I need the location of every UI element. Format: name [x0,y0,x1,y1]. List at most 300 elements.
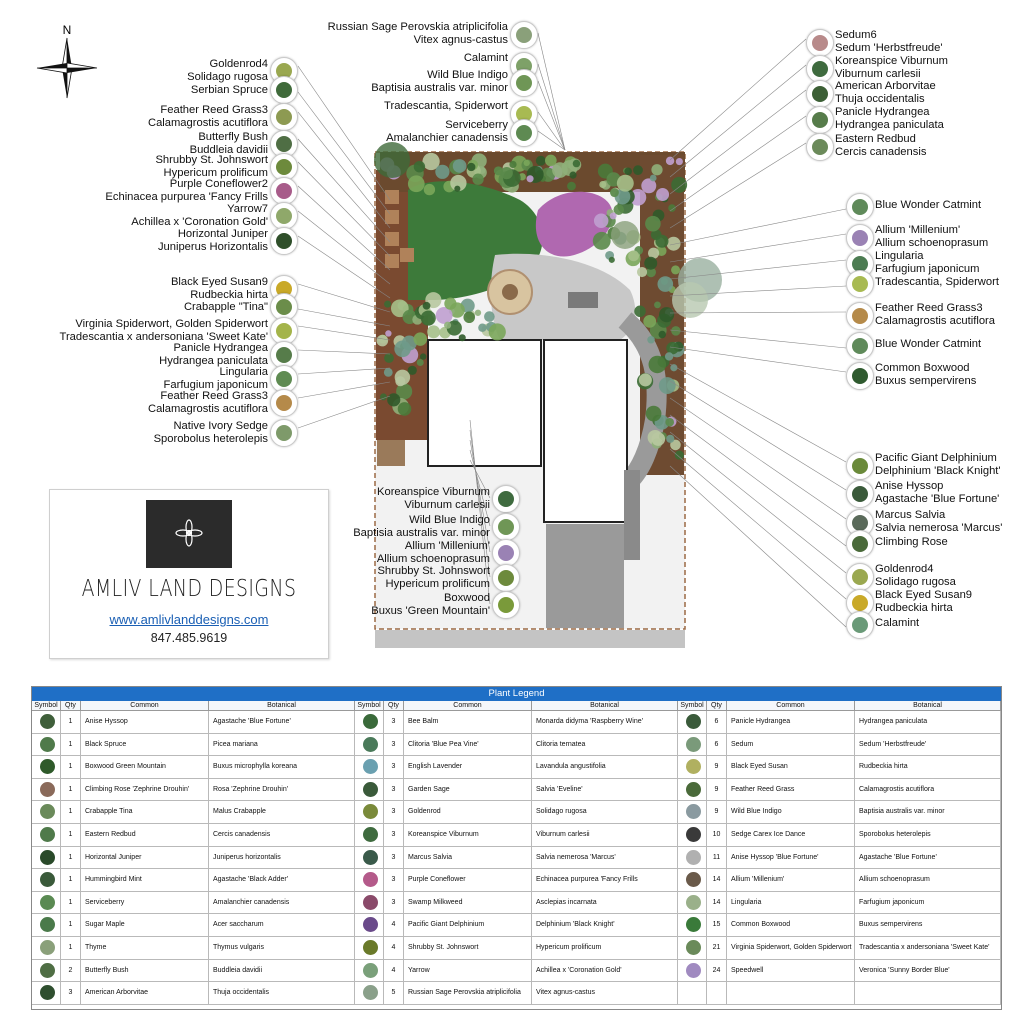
legend-row [355,734,678,757]
legend-symbol-icon [678,982,707,1004]
leader-line [538,131,565,150]
callout-text: Buxus sempervirens [875,374,977,387]
callout-text: Calamagrostis acutiflora [875,314,996,327]
plant-mark [484,311,495,322]
plant-symbol-icon [846,563,874,591]
legend-common: Black Eyed Susan [727,756,855,778]
legend-header-cell: Common [727,701,855,711]
legend-symbol-icon [32,914,61,936]
legend-botanical: Sporobolus heterolepis [855,824,1001,846]
callout-text: Tradescantia x andersoniana 'Sweet Kate' [59,330,268,343]
plant-mark [639,373,652,386]
callout-text: Shrubby St. Johnswort [155,154,268,166]
legend-botanical: Cercis canadensis [209,824,355,846]
callout-text: Calamint [875,617,920,629]
plant-mark [509,161,516,168]
legend-common: Purple Coneflower [404,869,532,891]
driveway-side [624,470,640,560]
legend-common: Sugar Maple [81,914,209,936]
callout-label [386,119,508,144]
legend-botanical: Monarda didyma 'Raspberry Wine' [532,711,678,733]
legend-row [32,869,355,892]
callout-text: Achillea x 'Coronation Gold' [131,215,268,228]
legend-symbol-icon [32,734,61,756]
legend-botanical: Salvia nemerosa 'Marcus' [532,847,678,869]
plant-mark [646,406,662,422]
legend-row [355,711,678,734]
leader-line [670,449,846,599]
legend-common: Russian Sage Perovskia atriplicifolia [404,982,532,1004]
callout-label [148,390,268,415]
legend-symbol-icon [355,937,384,959]
plant-mark [478,324,486,332]
legend-header-cell: Common [404,701,532,711]
legend-botanical: Calamagrostis acutiflora [855,779,1001,801]
legend-row [678,914,1001,937]
callout-label [60,318,268,343]
callout-text: Tradescantia, Spiderwort [875,276,999,288]
plant-mark [599,181,606,188]
legend-botanical: Solidago rugosa [532,801,678,823]
leader-line [538,64,565,150]
plant-symbol-icon [846,530,874,558]
plant-mark [414,332,427,345]
legend-qty: 14 [707,892,727,914]
callout-label [875,276,999,289]
leader-line [670,347,846,372]
callout-label [875,338,981,351]
callout-text: Tradescantia, Spiderwort [384,100,508,112]
legend-row [355,801,678,824]
callout-label [191,84,268,97]
legend-qty: 1 [61,914,81,936]
plant-mark [524,160,530,166]
plant-legend [31,686,1002,1010]
callout-text: Viburnum carlesii [835,67,921,80]
plant-mark [569,172,576,179]
legend-symbol-icon [678,937,707,959]
plant-mark [384,353,394,363]
callout-text: Sedum6 [835,29,877,41]
callout-label [384,100,508,113]
plant-mark [637,267,647,277]
legend-botanical: Baptisia australis var. minor [855,801,1001,823]
callout-text: Vitex agnus-castus [413,33,508,46]
legend-header-cell: Qty [707,701,727,711]
callout-label [875,617,919,630]
plant-mark [435,165,449,179]
legend-botanical: Salvia 'Eveline' [532,779,678,801]
legend-symbol-icon [355,869,384,891]
plant-symbol-icon [492,513,520,541]
plant-symbol-icon [492,591,520,619]
legend-header-cell: Symbol [678,701,707,711]
plant-mark [444,298,456,310]
plant-mark [651,164,662,175]
callout-label [377,486,490,511]
plant-symbol-icon [806,80,834,108]
legend-common: English Lavender [404,756,532,778]
plant-symbol-icon [846,332,874,360]
plant-mark [423,302,431,310]
legend-botanical: Vitex agnus-castus [532,982,678,1004]
legend-common: Yarrow [404,960,532,982]
plant-symbol-icon [846,611,874,639]
plant-symbol-icon [846,193,874,221]
callout-text: Allium 'Millenium' [404,540,490,552]
leader-line [670,432,846,573]
plant-symbol-icon [806,29,834,57]
legend-botanical: Lavandula angustifolia [532,756,678,778]
plant-mark [643,315,656,328]
legend-qty: 4 [384,914,404,936]
plant-symbol-icon [270,227,298,255]
plant-mark [444,322,451,329]
plant-mark [394,341,411,358]
plant-symbol-icon [492,539,520,567]
legend-qty: 1 [61,756,81,778]
callout-label [875,480,999,505]
legend-header-cell: Qty [61,701,81,711]
legend-qty: 1 [61,801,81,823]
legend-common: Hummingbird Mint [81,869,209,891]
legend-symbol-icon [32,847,61,869]
plant-mark [424,184,435,195]
callout-text: Thuja occidentalis [835,92,925,105]
plant-mark [650,175,657,182]
plant-mark [666,157,674,165]
callout-text: Shrubby St. Johnswort [377,565,490,577]
legend-common: Speedwell [727,960,855,982]
plant-symbol-icon [270,389,298,417]
callout-label [875,250,979,275]
legend-header-cell: Botanical [209,701,355,711]
callout-text: Black Eyed Susan9 [170,276,268,288]
legend-title: Plant Legend [32,687,1001,701]
legend-qty: 1 [61,779,81,801]
legend-symbol-icon [32,869,61,891]
legend-row [678,756,1001,779]
legend-qty [707,982,727,1004]
house-left [428,340,541,466]
callout-label [875,224,988,249]
legend-botanical: Sedum 'Herbstfreude' [855,734,1001,756]
legend-symbol-icon [355,960,384,982]
house-right [544,340,627,522]
leader-line [670,116,806,211]
plant-symbol-icon [270,202,298,230]
callout-label [377,540,490,565]
plant-mark [420,353,426,359]
plant-mark [676,158,683,165]
callout-text: Sporobolus heterolepis [153,432,268,445]
callout-text: Pacific Giant Delphinium [875,452,997,464]
legend-qty: 24 [707,960,727,982]
plant-symbol-icon [510,69,538,97]
legend-common: Panicle Hydrangea [727,711,855,733]
legend-common: Virginia Spiderwort, Golden Spiderwort [727,937,855,959]
plant-mark [610,212,617,219]
callout-text: Baptisia australis var. minor [371,81,508,94]
callout-text: Serbian Spruce [190,84,268,96]
legend-qty: 2 [61,960,81,982]
callout-text: Agastache 'Blue Fortune' [875,492,1000,505]
plant-symbol-icon [806,55,834,83]
callout-text: Solidago rugosa [187,70,268,83]
legend-common: Common Boxwood [727,914,855,936]
legend-symbol-icon [355,892,384,914]
legend-row [32,756,355,779]
legend-botanical: Viburnum carlesii [532,824,678,846]
plant-mark [387,393,400,406]
legend-symbol-icon [355,756,384,778]
legend-row [355,914,678,937]
legend-symbol-icon [678,914,707,936]
legend-botanical: Buddleia davidii [209,960,355,982]
legend-row [355,869,678,892]
legend-row [678,779,1001,802]
plant-mark [414,161,425,172]
callout-text: Farfugium japonicum [875,262,980,275]
legend-qty: 3 [384,869,404,891]
callout-text: Feather Reed Grass3 [160,104,268,116]
legend-botanical: Hypericum prolificum [532,937,678,959]
legend-botanical [855,982,1001,1004]
plant-mark [665,352,673,360]
driveway [546,524,624,628]
legend-row [355,756,678,779]
legend-common: Sedum [727,734,855,756]
legend-common: Bee Balm [404,711,532,733]
callout-label [875,589,972,614]
legend-qty: 3 [384,734,404,756]
legend-symbol-icon [32,711,61,733]
plant-symbol-icon [846,224,874,252]
legend-row [32,711,355,734]
legend-qty: 3 [384,847,404,869]
legend-qty: 1 [61,892,81,914]
callout-text: Amalanchier canadensis [386,131,508,144]
callout-label [875,563,956,588]
legend-botanical: Veronica 'Sunny Border Blue' [855,960,1001,982]
callout-text: Eastern Redbud [835,133,916,145]
legend-row [678,824,1001,847]
company-card [49,489,329,659]
legend-qty: 6 [707,734,727,756]
compass [32,22,102,102]
plant-mark [593,232,611,250]
company-website-link[interactable]: www.amlivlanddesigns.com [109,612,269,627]
legend-common: Garden Sage [404,779,532,801]
callout-text: Calamint [463,52,508,64]
legend-symbol-icon [678,756,707,778]
callout-text: Hypericum prolificum [385,577,490,590]
legend-common: Koreanspice Viburnum [404,824,532,846]
gravel-patch [377,440,405,466]
plant-symbol-icon [846,452,874,480]
legend-common: Crabapple Tina [81,801,209,823]
legend-botanical: Amalanchier canadensis [209,892,355,914]
plant-mark [667,237,681,251]
callout-label [131,203,268,228]
legend-qty: 3 [61,982,81,1004]
callout-label [835,80,936,105]
callout-text: Black Eyed Susan9 [875,589,973,601]
plant-mark [475,310,481,316]
callout-label [184,301,268,314]
legend-row [678,937,1001,960]
legend-symbol-icon [678,892,707,914]
callout-text: Panicle Hydrangea [173,342,268,354]
legend-qty: 4 [384,960,404,982]
callout-text: Virginia Spiderwort, Golden Spiderwort [75,318,268,330]
leader-line [670,330,846,348]
legend-common [727,982,855,1004]
legend-row [678,847,1001,870]
plant-symbol-icon [806,133,834,161]
legend-row [32,779,355,802]
legend-botanical: Thuja occidentalis [209,982,355,1004]
legend-header-cell: Symbol [32,701,61,711]
legend-qty: 14 [707,869,727,891]
legend-common: Eastern Redbud [81,824,209,846]
legend-botanical: Asclepias incarnata [532,892,678,914]
legend-qty: 9 [707,801,727,823]
callout-text: Russian Sage Perovskia atriplicifolia [327,21,508,33]
leader-line [670,381,846,490]
legend-qty: 1 [61,734,81,756]
plant-mark [644,257,657,270]
company-logo [146,500,232,568]
legend-qty: 1 [61,937,81,959]
plant-mark [675,451,684,460]
legend-symbol-icon [355,779,384,801]
legend-common: Anise Hyssop [81,711,209,733]
legend-qty: 3 [384,824,404,846]
legend-qty: 3 [384,756,404,778]
legend-row [32,914,355,937]
legend-common: Feather Reed Grass [727,779,855,801]
legend-symbol-icon [678,801,707,823]
callout-text: Calamagrostis acutiflora [147,402,268,415]
legend-common: Butterfly Bush [81,960,209,982]
callout-text: Anise Hyssop [875,480,944,492]
street [375,630,685,648]
plant-mark [472,174,483,185]
leader-line [670,466,846,627]
plant-symbol-icon [270,103,298,131]
legend-header-cell: Common [81,701,209,711]
plant-mark [659,377,676,394]
callout-text: Blue Wonder Catmint [875,338,982,350]
legend-botanical: Delphinium 'Black Knight' [532,914,678,936]
callout-text: Panicle Hydrangea [835,106,930,118]
callout-text: Yarrow7 [227,203,268,215]
plant-mark [527,175,534,182]
plant-mark [545,155,557,167]
legend-botanical: Achillea x 'Coronation Gold' [532,960,678,982]
leader-line [670,65,806,177]
legend-row [678,869,1001,892]
callout-text: Purple Coneflower2 [169,178,268,190]
callout-label [835,106,944,131]
plant-mark [417,359,424,366]
leader-line [670,364,846,462]
plant-mark [617,175,634,192]
plant-mark [385,330,391,336]
legend-qty: 3 [384,711,404,733]
legend-symbol-icon [32,756,61,778]
legend-qty: 4 [384,937,404,959]
plant-symbol-icon [510,119,538,147]
callout-text: Crabapple "Tina" [183,301,268,313]
company-phone: 847.485.9619 [150,631,228,645]
legend-symbol-icon [355,711,384,733]
callout-text: Cercis canadensis [835,145,927,158]
legend-row [355,847,678,870]
legend-common: Clitoria 'Blue Pea Vine' [404,734,532,756]
plant-mark [398,402,412,416]
plant-mark [467,163,475,171]
callout-text: Hydrangea paniculata [835,118,944,131]
callout-label [835,29,943,54]
legend-qty: 10 [707,824,727,846]
legend-row [355,982,678,1005]
plant-mark [384,368,393,377]
leader-line [670,398,846,519]
legend-qty: 5 [384,982,404,1004]
callout-label [105,178,268,203]
tree-mark [374,142,410,178]
plant-mark [567,182,576,191]
plant-mark [453,159,467,173]
callout-text: Salvia nemerosa 'Marcus' [875,521,1003,534]
tree-mark [611,221,639,249]
legend-common: Marcus Salvia [404,847,532,869]
legend-row [32,734,355,757]
callout-text: Buddleia davidii [189,143,268,156]
legend-botanical: Juniperus horizontalis [209,847,355,869]
callout-label [377,565,490,590]
legend-header-cell: Botanical [855,701,1001,711]
callout-label [328,21,508,46]
plant-symbol-icon [492,485,520,513]
legend-common: Allium 'Millenium' [727,869,855,891]
legend-qty: 11 [707,847,727,869]
callout-label [154,420,268,445]
plant-mark [654,301,661,308]
leader-line [670,209,846,245]
legend-common: Climbing Rose 'Zephrine Drouhin' [81,779,209,801]
legend-symbol-icon [678,847,707,869]
legend-botanical: Picea mariana [209,734,355,756]
legend-row [32,982,355,1005]
legend-symbol-icon [32,982,61,1004]
legend-row [32,801,355,824]
callout-text: Juniperus Horizontalis [157,240,268,253]
callout-label [875,452,1001,477]
legend-botanical: Malus Crabapple [209,801,355,823]
callout-text: Farfugium japonicum [163,378,268,391]
plant-mark [659,307,674,322]
callout-text: Feather Reed Grass3 [160,390,268,402]
plant-mark [594,214,608,228]
plant-symbol-icon [492,564,520,592]
plant-mark [651,432,665,446]
callout-text: Climbing Rose [875,536,948,548]
legend-row [678,734,1001,757]
callout-text: Hypericum prolificum [163,166,268,179]
